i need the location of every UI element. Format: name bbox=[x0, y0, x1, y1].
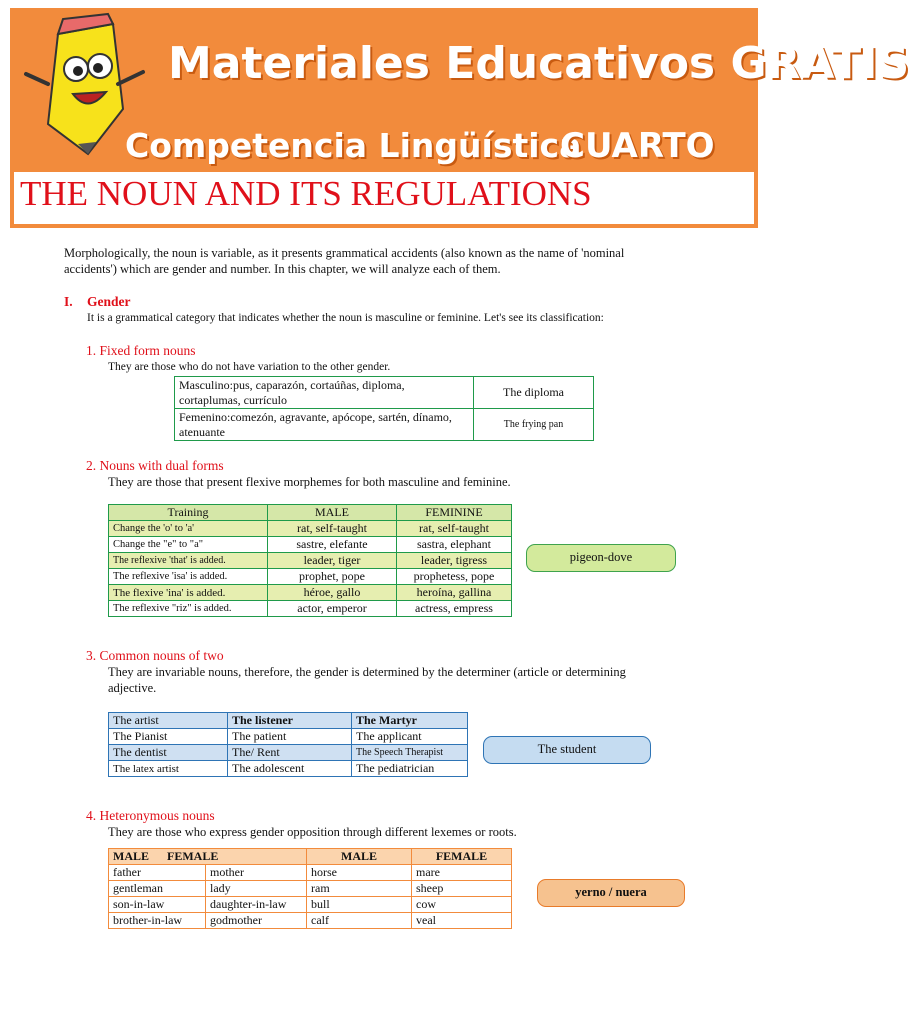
table-cell: horse bbox=[307, 865, 412, 881]
table-cell: The reflexive "riz" is added. bbox=[109, 601, 268, 617]
table-cell: godmother bbox=[206, 913, 307, 929]
column-header: FEMININE bbox=[397, 505, 512, 521]
table-cell: actor, emperor bbox=[268, 601, 397, 617]
table-cell: The artist bbox=[109, 713, 228, 729]
table-cell: calf bbox=[307, 913, 412, 929]
table-cell: actress, empress bbox=[397, 601, 512, 617]
table-cell: prophet, pope bbox=[268, 569, 397, 585]
table-cell: sastra, elephant bbox=[397, 537, 512, 553]
table-row bbox=[109, 521, 512, 537]
table-row bbox=[109, 537, 512, 553]
table-row bbox=[109, 745, 468, 761]
table-cell: cow bbox=[412, 897, 512, 913]
table-cell: ram bbox=[307, 881, 412, 897]
sub2-heading: 2. Nouns with dual forms bbox=[86, 458, 224, 473]
table-cell: The adolescent bbox=[228, 761, 352, 777]
table-cell: brother-in-law bbox=[109, 913, 206, 929]
section-text: It is a grammatical category that indicates whether the noun is masculine or feminine. Let's see its classification: bbox=[87, 312, 604, 324]
sub1-heading: 1. Fixed form nouns bbox=[86, 343, 196, 358]
table-cell: heroína, gallina bbox=[397, 585, 512, 601]
table-cell: Change the 'o' to 'a' bbox=[109, 521, 268, 537]
page-title: THE NOUN AND ITS REGULATIONS bbox=[20, 174, 592, 213]
callout-pigeon-dove: pigeon-dove bbox=[526, 544, 676, 572]
table-row bbox=[109, 913, 512, 929]
table-cell: The reflexive 'isa' is added. bbox=[109, 569, 268, 585]
table-cell: héroe, gallo bbox=[268, 585, 397, 601]
table-cell: father bbox=[109, 865, 206, 881]
table-cell: sheep bbox=[412, 881, 512, 897]
table-cell: The flexive 'ina' is added. bbox=[109, 585, 268, 601]
table-cell: lady bbox=[206, 881, 307, 897]
table-header-row bbox=[109, 849, 512, 865]
table-row bbox=[109, 865, 512, 881]
table-cell: son-in-law bbox=[109, 897, 206, 913]
table-cell: The reflexive 'that' is added. bbox=[109, 553, 268, 569]
table-cell: The listener bbox=[228, 713, 352, 729]
table-cell: The frying pan bbox=[474, 409, 594, 441]
column-header: MALE FEMALE bbox=[109, 849, 307, 865]
table-cell: mother bbox=[206, 865, 307, 881]
table-cell: Masculino:pus, caparazón, cortaúñas, diploma, cortaplumas, currículo bbox=[175, 377, 474, 409]
brand-title: Materiales Educativos GRATIS bbox=[168, 38, 909, 89]
table-cell: mare bbox=[412, 865, 512, 881]
sub3-heading: 3. Common nouns of two bbox=[86, 648, 224, 663]
table-row bbox=[109, 897, 512, 913]
sub3-text: They are invariable nouns, therefore, the gender is determined by the determiner (article or determining adjective. bbox=[108, 665, 626, 695]
table-row bbox=[109, 713, 468, 729]
table-cell: The dentist bbox=[109, 745, 228, 761]
callout-yerno-nuera: yerno / nuera bbox=[537, 879, 685, 907]
sub2-text: They are those that present flexive morphemes for both masculine and feminine. bbox=[108, 475, 511, 489]
table-cell: rat, self-taught bbox=[397, 521, 512, 537]
table-cell: The latex artist bbox=[109, 761, 228, 777]
column-header: MALE bbox=[307, 849, 412, 865]
callout-student: The student bbox=[483, 736, 651, 764]
heteronymous-table bbox=[108, 848, 512, 929]
section-heading: Gender bbox=[87, 294, 131, 309]
table-cell: The Speech Therapist bbox=[352, 745, 468, 761]
sub4-text: They are those who express gender opposition through different lexemes or roots. bbox=[108, 825, 517, 839]
table-cell: leader, tiger bbox=[268, 553, 397, 569]
table-cell: The pediatrician bbox=[352, 761, 468, 777]
table-cell: prophetess, pope bbox=[397, 569, 512, 585]
table-cell: veal bbox=[412, 913, 512, 929]
table-row bbox=[109, 585, 512, 601]
table-cell: Femenino:comezón, agravante, apócope, sartén, dínamo, atenuante bbox=[175, 409, 474, 441]
table-row bbox=[175, 377, 594, 409]
table-row bbox=[175, 409, 594, 441]
table-cell: The patient bbox=[228, 729, 352, 745]
table-cell: The/ Rent bbox=[228, 745, 352, 761]
table-cell: The Martyr bbox=[352, 713, 468, 729]
table-row bbox=[109, 761, 468, 777]
table-cell: sastre, elefante bbox=[268, 537, 397, 553]
table-cell: The applicant bbox=[352, 729, 468, 745]
subject-title: Competencia Lingüística bbox=[125, 126, 582, 165]
intro-paragraph: Morphologically, the noun is variable, as it presents grammatical accidents (also known as the name of 'nominal accidents') which are gender and number. In this chapter, we will analyze each of them. bbox=[64, 246, 625, 276]
table-cell: The diploma bbox=[474, 377, 594, 409]
table-row bbox=[109, 881, 512, 897]
column-header: MALE bbox=[268, 505, 397, 521]
section-number: I. bbox=[64, 294, 73, 309]
fixed-form-table bbox=[174, 376, 594, 441]
table-cell: bull bbox=[307, 897, 412, 913]
sub1-text: They are those who do not have variation to the other gender. bbox=[108, 361, 391, 373]
dual-forms-table bbox=[108, 504, 512, 617]
column-header: Training bbox=[109, 505, 268, 521]
grade-label: CUARTO bbox=[560, 126, 715, 166]
table-row bbox=[109, 729, 468, 745]
table-row bbox=[109, 601, 512, 617]
table-header-row bbox=[109, 505, 512, 521]
sub4-heading: 4. Heteronymous nouns bbox=[86, 808, 215, 823]
table-cell: leader, tigress bbox=[397, 553, 512, 569]
table-row bbox=[109, 553, 512, 569]
table-row bbox=[109, 569, 512, 585]
table-cell: rat, self-taught bbox=[268, 521, 397, 537]
table-cell: The Pianist bbox=[109, 729, 228, 745]
table-cell: Change the "e" to "a" bbox=[109, 537, 268, 553]
table-cell: gentleman bbox=[109, 881, 206, 897]
common-nouns-table bbox=[108, 712, 468, 777]
column-header: FEMALE bbox=[412, 849, 512, 865]
table-cell: daughter-in-law bbox=[206, 897, 307, 913]
